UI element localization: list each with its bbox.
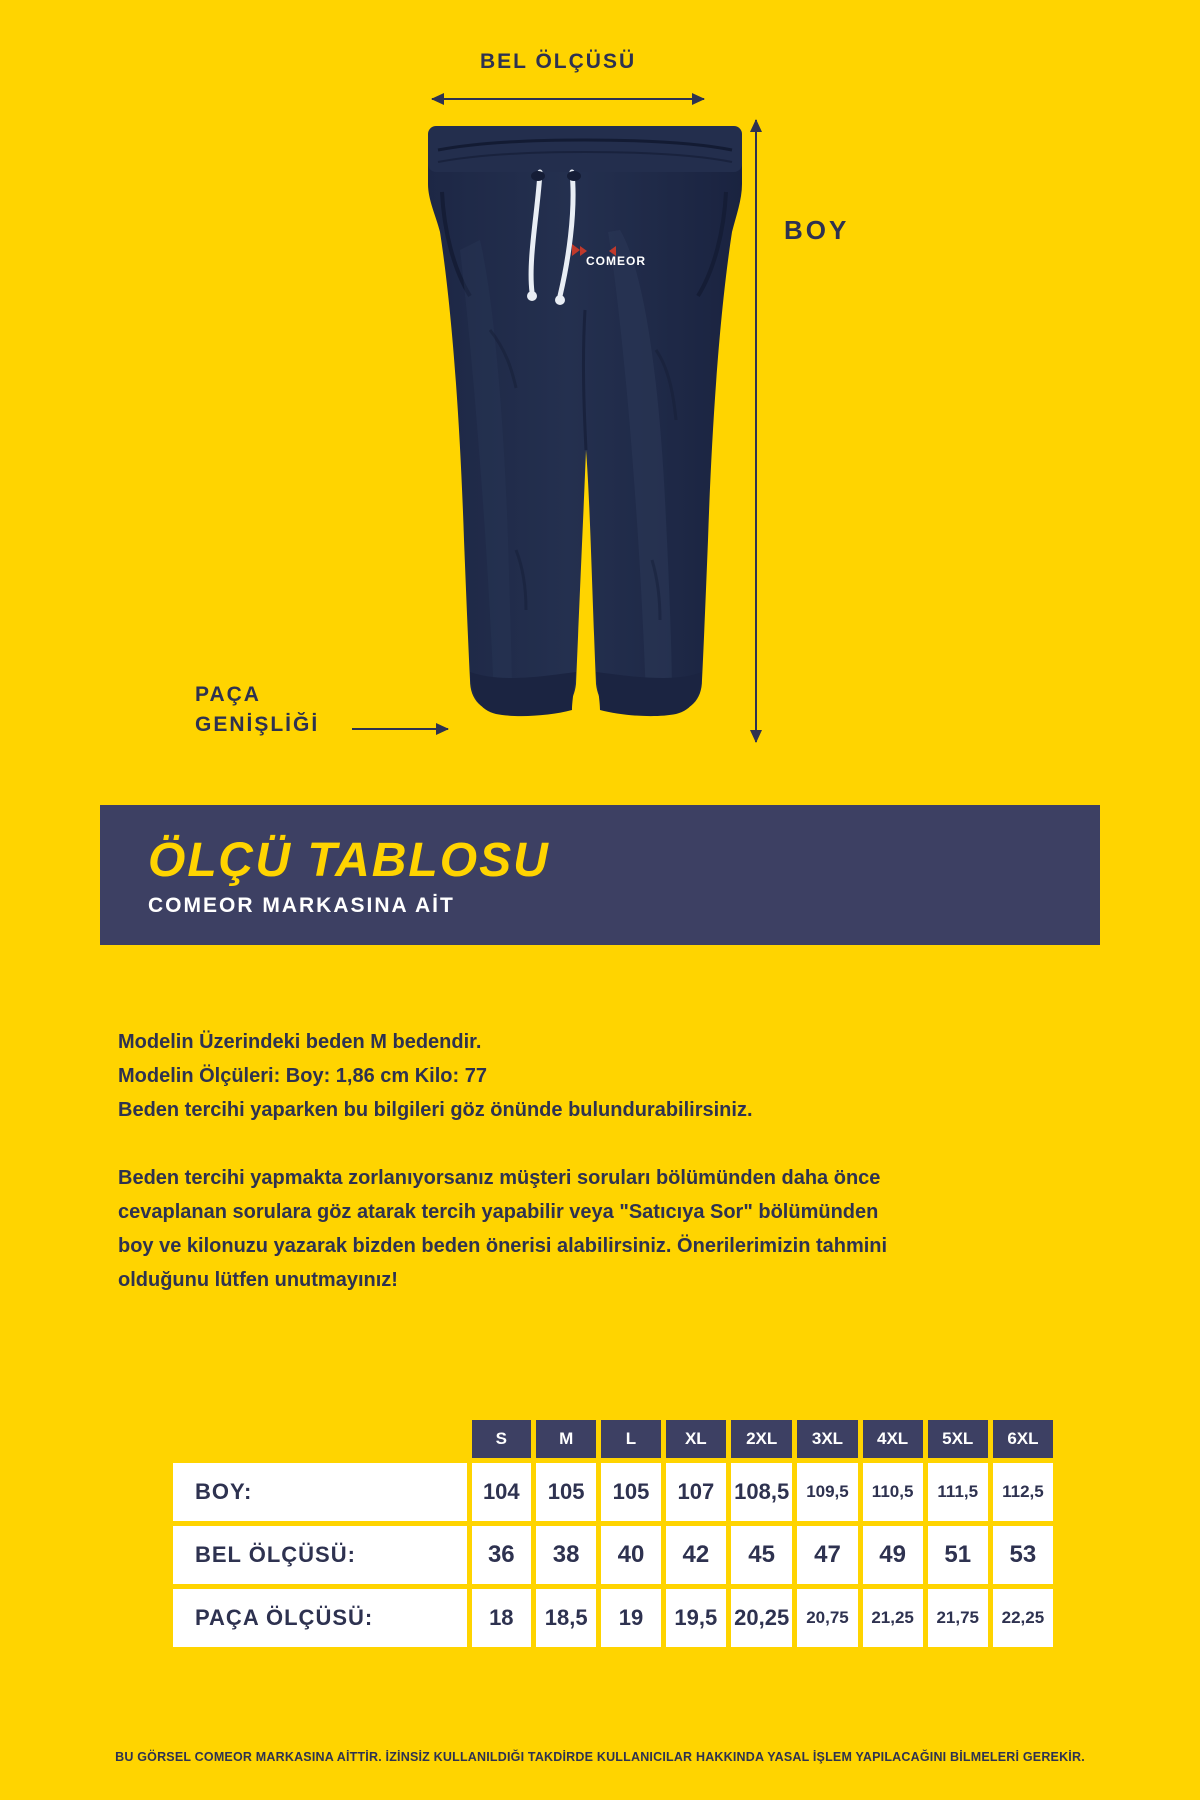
page-title: ÖLÇÜ TABLOSU	[148, 833, 550, 887]
waist-measurement-label: BEL ÖLÇÜSÜ	[480, 50, 637, 73]
cell-bel-m: 38	[536, 1526, 596, 1584]
header-cell-5xl: 5XL	[928, 1420, 988, 1458]
cell-boy-6xl: 112,5	[993, 1463, 1053, 1521]
cell-bel-5xl: 51	[928, 1526, 988, 1584]
size-table	[168, 1415, 1058, 1652]
cell-boy-s: 104	[472, 1463, 532, 1521]
copy-line-2: Modelin Ölçüleri: Boy: 1,86 cm Kilo: 77	[118, 1065, 487, 1087]
header-cell-4xl: 4XL	[863, 1420, 923, 1458]
table-row	[173, 1589, 1053, 1647]
copy-line-1: Modelin Üzerindeki beden M bedendir.	[118, 1031, 482, 1053]
description-text	[118, 1025, 1078, 1297]
hem-label-line-1: PAÇA	[195, 683, 261, 706]
cell-paca-xl: 19,5	[666, 1589, 726, 1647]
header-cell-6xl: 6XL	[993, 1420, 1053, 1458]
legal-footer: BU GÖRSEL COMEOR MARKASINA AİTTİR. İZİNSİZ KULLANILDIĞI TAKDİRDE KULLANICILAR HAKKINDA YASAL İŞLEM YAPILACAĞINI BİLMELERİ GEREKİR.	[115, 1750, 1085, 1764]
cell-paca-s: 18	[472, 1589, 532, 1647]
hem-label-line-2: GENİŞLİĞİ	[195, 713, 320, 736]
length-arrow-icon	[755, 120, 757, 742]
table-row	[173, 1526, 1053, 1584]
cell-boy-m: 105	[536, 1463, 596, 1521]
cell-paca-l: 19	[601, 1589, 661, 1647]
cell-paca-6xl: 22,25	[993, 1589, 1053, 1647]
length-measurement-label: BOY	[784, 215, 850, 245]
title-banner	[100, 805, 1100, 945]
header-cell-l: L	[601, 1420, 661, 1458]
cell-paca-5xl: 21,75	[928, 1589, 988, 1647]
product-diagram	[0, 0, 1200, 790]
paragraph-spacer	[118, 1127, 1078, 1161]
cell-bel-2xl: 45	[731, 1526, 792, 1584]
cell-boy-l: 105	[601, 1463, 661, 1521]
cell-bel-l: 40	[601, 1526, 661, 1584]
cell-boy-3xl: 109,5	[797, 1463, 857, 1521]
cell-boy-4xl: 110,5	[863, 1463, 923, 1521]
svg-text:COMEOR: COMEOR	[586, 254, 646, 268]
size-table-wrapper	[168, 1415, 1058, 1652]
header-cell-blank	[173, 1420, 467, 1458]
header-cell-3xl: 3XL	[797, 1420, 857, 1458]
cell-boy-2xl: 108,5	[731, 1463, 792, 1521]
cell-paca-m: 18,5	[536, 1589, 596, 1647]
page-subtitle: COMEOR MARKASINA AİT	[148, 893, 455, 917]
table-header-row	[173, 1420, 1053, 1458]
cell-boy-xl: 107	[666, 1463, 726, 1521]
cell-paca-3xl: 20,75	[797, 1589, 857, 1647]
hem-measurement-label	[195, 680, 370, 740]
cell-paca-4xl: 21,25	[863, 1589, 923, 1647]
copy-para2-line-1: Beden tercihi yapmakta zorlanıyorsanız müşteri soruları bölümünden daha önce	[118, 1167, 881, 1189]
copy-para2-line-4: olduğunu lütfen unutmayınız!	[118, 1269, 398, 1291]
copy-line-3: Beden tercihi yaparken bu bilgileri göz önünde bulundurabilirsiniz.	[118, 1099, 753, 1121]
header-cell-xl: XL	[666, 1420, 726, 1458]
header-cell-s: S	[472, 1420, 532, 1458]
sweatpants-illustration-icon	[420, 120, 750, 740]
header-cell-m: M	[536, 1420, 596, 1458]
cell-bel-4xl: 49	[863, 1526, 923, 1584]
cell-boy-5xl: 111,5	[928, 1463, 988, 1521]
size-table-head	[173, 1420, 1053, 1458]
cell-bel-6xl: 53	[993, 1526, 1053, 1584]
copy-para2-line-3: boy ve kilonuzu yazarak bizden beden önerisi alabilirsiniz. Önerilerimizin tahmini	[118, 1235, 888, 1257]
cell-bel-3xl: 47	[797, 1526, 857, 1584]
cell-bel-xl: 42	[666, 1526, 726, 1584]
row-label-bel-olcusu: BEL ÖLÇÜSÜ:	[173, 1526, 467, 1584]
waist-arrow-icon	[432, 98, 704, 100]
cell-bel-s: 36	[472, 1526, 532, 1584]
row-label-boy: BOY:	[173, 1463, 467, 1521]
cell-paca-2xl: 20,25	[731, 1589, 792, 1647]
header-cell-2xl: 2XL	[731, 1420, 792, 1458]
table-row	[173, 1463, 1053, 1521]
row-label-paca-olcusu: PAÇA ÖLÇÜSÜ:	[173, 1589, 467, 1647]
copy-para2-line-2: cevaplanan sorulara göz atarak tercih yapabilir veya "Satıcıya Sor" bölümünden	[118, 1201, 879, 1223]
size-table-body	[173, 1463, 1053, 1647]
